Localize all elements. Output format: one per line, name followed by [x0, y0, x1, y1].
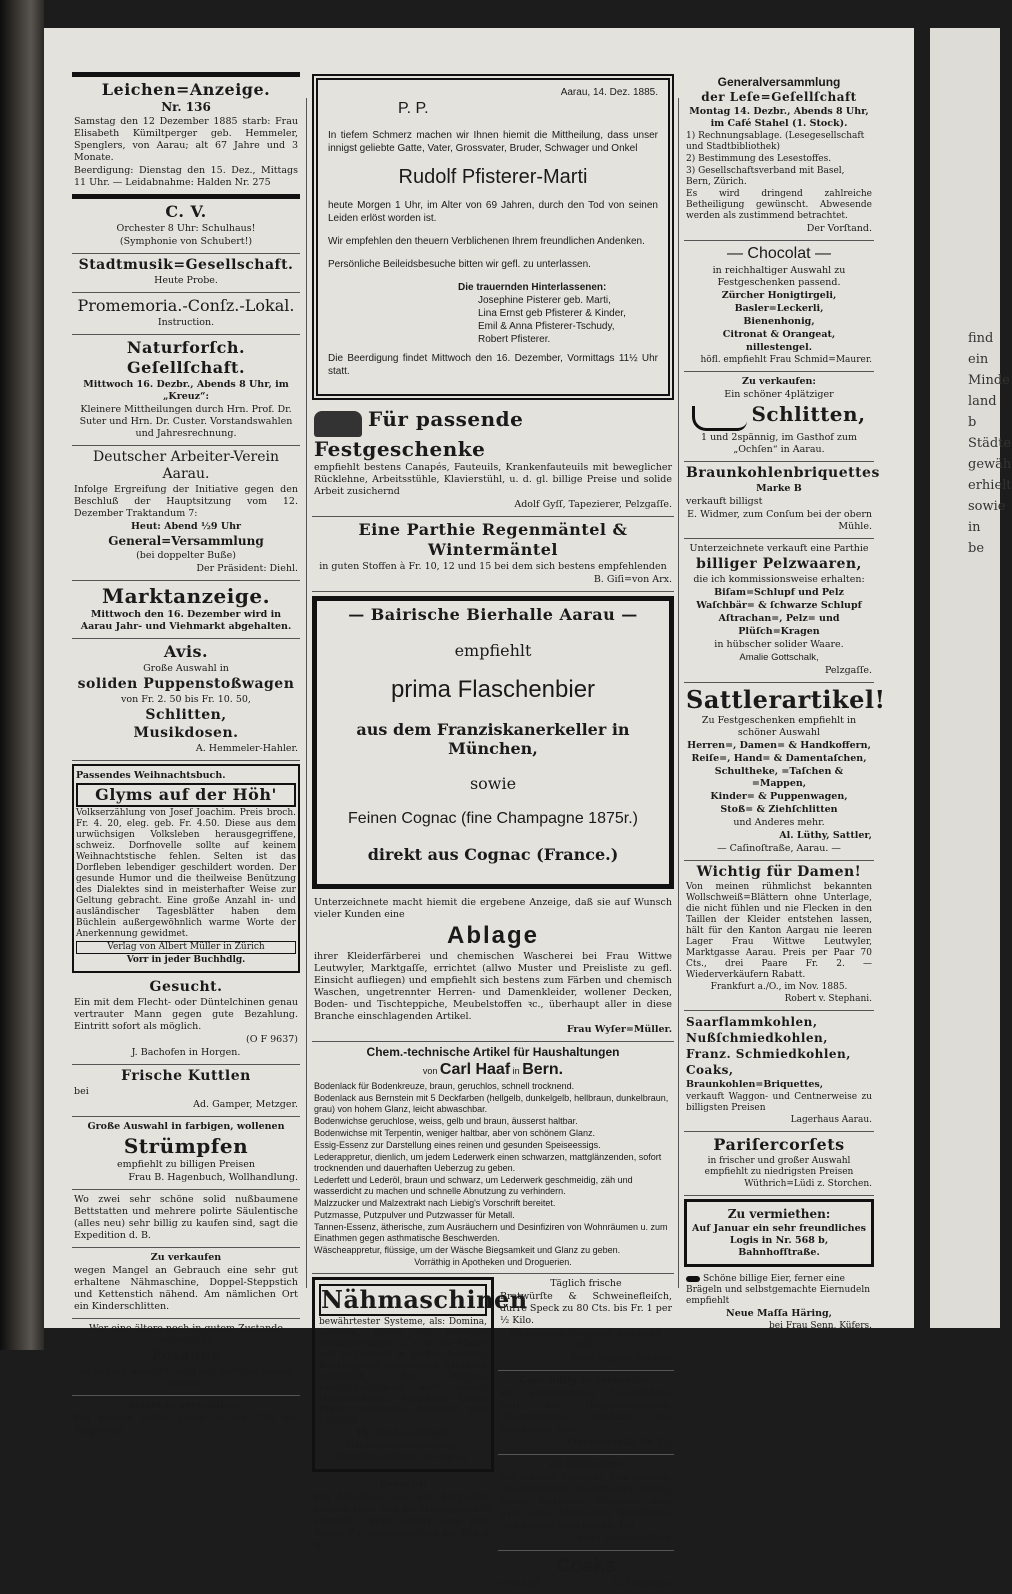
ad-line: sowie: [469, 773, 517, 793]
ad-item: Bienenhonig,: [743, 316, 815, 327]
product-line: Essig-Essenz zur Darstellung eines reinen und gesunden Speiseessigs.: [314, 1139, 601, 1150]
ad-body: Auf Januar ein sehr freundliches Logis in Nr. 568 b, Bahnhofſtraße.: [692, 1223, 866, 1258]
ad-title: Deutscher Arbeiter-Verein Aarau.: [92, 449, 280, 482]
ad-line: Verlag von Albert Müller in Zürich: [76, 941, 296, 954]
ad-line: verkauft: [500, 1577, 541, 1589]
ad-signature: bei Frau Senn, Küfers.: [769, 1321, 872, 1331]
ad-signature: B. Giſi=von Arx.: [593, 573, 672, 585]
ad-item: und Anderes mehr.: [733, 817, 825, 828]
ad-body: 1 und 2spännig, im Gasthof zum „Ochſen“ in Aarau.: [701, 432, 857, 455]
ad-kuttlen: [72, 1065, 300, 1117]
ad-regenmaentel: [312, 517, 674, 592]
ad-avis: [72, 639, 300, 761]
ad-line: General=Versammlung: [108, 534, 264, 548]
ad-item: Waſchbär= & ſchwarze Schlupf: [696, 600, 862, 611]
ad-item: Basler=Leckerli,: [734, 303, 824, 314]
ad-signature: Amalie Gottschalk,: [739, 652, 819, 663]
ad-festgeschenke: [312, 404, 674, 517]
ad-line: (O F 9637): [245, 1034, 298, 1045]
ad-title: Chem.-technische Artikel für Haushaltungen: [366, 1044, 620, 1059]
ad-item: 3) Gesellschaftsverband mit Basel, Bern, Zürich.: [686, 166, 845, 187]
ad-body: Ein kleines helles Logis; in Nr. 708 am Ziegelrain.: [74, 1413, 298, 1436]
ad-body: Unterzeichnete macht hiemit die ergebene Anzeige, daß sie auf Wunsch vieler Kunden eine: [314, 896, 672, 920]
ad-line: aus dem Franziskanerkeller in München,: [356, 719, 630, 758]
ad-logis: [72, 1396, 300, 1442]
ad-line: Ein schöner 4plätziger: [724, 389, 834, 400]
ad-item: Coaks,: [686, 1063, 734, 1077]
ad-signature: Adolf Gyſſ, Tapezierer, Pelzgaſſe.: [514, 498, 672, 510]
ad-item: Biſam=Schlupf und Pelz: [714, 587, 844, 598]
ad-line: direkt aus Cognac (France.): [367, 844, 619, 864]
ad-body: in reichhaltiger Auswahl zu Festgeschenken passend.: [712, 265, 846, 288]
ad-body: Zu Festgeschenken empfiehlt in schöner Auswahl: [701, 715, 857, 738]
ad-body: bewährtester Systeme, als: Domina, Gloriosa, Singer mit neuesten Verbesserungen u. s. w. für Hand- und Fußbetrieb in großer Auswahl. Bei eleganter Ausstattung, garantire schriftlich für höchste Leistungsfähigkeit aller meiner Nähmaschinen. Möglichst billige Preise zusichernd, empfiehlt sich höflichst: [319, 1316, 487, 1426]
ad-arbeiterverein: [72, 446, 300, 581]
ad-signature: Küttigerſtraße Nr. 23.: [566, 1436, 672, 1448]
ad-chocolat: [684, 241, 874, 372]
ad-line: Biberſteinerſtraße bei Aarau.: [336, 1452, 470, 1463]
ad-ablage: [312, 893, 674, 1042]
ad-body: zu kaufen wünscht, sagt der Verleger dieses Blattes.: [79, 1366, 293, 1389]
ad-line: soliden Puppenstoßwagen: [77, 676, 295, 692]
ad-line: Heute Probe.: [154, 275, 218, 286]
ad-body: die ich kommissionsweise erhalten:: [693, 574, 865, 585]
product-line: Bodenlack für Bodenkreuze, braun, geruchlos, schnell trocknend.: [314, 1080, 575, 1091]
ad-line: von Fr. 2. 50 bis Fr. 10. 50,: [121, 694, 251, 705]
ad-line: Lina Ernst geb Pfisterer & Kinder,: [478, 308, 626, 319]
ad-title: Nähmaschinen: [321, 1284, 528, 1314]
ad-signature: A. Hemmeler-Hahler.: [195, 743, 298, 754]
ad-title: Zu verkaufen: [150, 1252, 222, 1263]
ad-sattlerartikel: [684, 683, 886, 861]
ad-gesucht: [72, 976, 300, 1065]
ad-item: nillestengel.: [745, 342, 813, 353]
ad-item: in hübscher solider Waare.: [714, 639, 844, 650]
ad-item: Reiſe=, Hand= & Damentaſchen,: [691, 753, 867, 764]
ad-bettstatten: [72, 1190, 300, 1248]
ad-body: in guten Stoffen à Fr. 10, 12 und 15 bei dem sich bestens empfehlenden: [319, 560, 667, 572]
ad-line: Große Auswahl in farbigen, wollenen: [87, 1121, 285, 1132]
ad-body: Wir empfehlen den theuern Verblichenen Ihrem freundlichen Andenken.: [328, 236, 645, 247]
ad-item: Kinder= & Puppenwagen,: [710, 791, 848, 802]
ad-cv: [72, 199, 300, 254]
ad-markt: [72, 581, 300, 639]
ad-sekretaer: [498, 1455, 674, 1551]
ad-struempfe: [72, 1117, 300, 1190]
column-1: [72, 72, 300, 1436]
ad-body: ihrer Kleiderfärberei und chemischen Wascherei bei Frau Wittwe Leutwyler, Marktgaſſe, errichtet (allwo Muster und Preisliste zu gefl. Einsicht aufliegen) und empfiehlt sich bestens zum Färben und chemisch Waschen, ungetrennter Herren- und Damenkleider, wollener Decken, Boden- und Tischteppiche, Meubelstoffen ꝛc., überhaupt aller in diese Branche einschlagenden Artikel.: [314, 950, 672, 1022]
ad-body: verkauft Waggon- und Centnerweise zu billigsten Preisen: [686, 1092, 872, 1113]
column-3: [684, 72, 886, 1331]
ad-title: Generalversammlung: [717, 75, 841, 89]
ad-body: Die Beerdigung findet Mittwoch den 16. Dezember, Vormittags 11½ Uhr statt.: [328, 353, 658, 377]
ad-kohlen: [684, 1011, 874, 1132]
ad-signature: Der Präsident: Diehl.: [196, 563, 298, 574]
ad-obituary-pfisterer: [312, 74, 674, 400]
ad-line: Pelzgaſſe.: [824, 665, 872, 676]
ad-line: in: [512, 1065, 520, 1076]
ad-signature: höfl. empfiehlt Frau Schmid=Maurer.: [700, 355, 872, 365]
column-2-lower: [312, 1274, 674, 1594]
ad-line: Nr. 136: [161, 100, 211, 114]
ad-item: 1) Rechnungsablage. (Lesegesellschaft und Stadtbibliothek): [686, 131, 865, 152]
ad-body: Kleinere Mittheilungen durch Hrn. Prof. Dr. Suter und Hrn. Dr. Custer. Vorstandswahlen und Jahresrechnung.: [79, 404, 293, 439]
company-name: Carl Haaf: [439, 1060, 511, 1078]
ad-signature: Th. Bieber-Riggli,: [355, 1427, 451, 1439]
ad-title: Für passende Festgeschenke: [314, 407, 524, 461]
ad-body: Beerdigung: Dienstag den 15. Dez., Mittags 11 Uhr. — Leidabnahme: Halden Nr. 275: [74, 165, 298, 188]
ad-signature: Al. Lüthy, Sattler,: [779, 830, 872, 841]
ad-body: Ein außergültiges 1½schläfiges Bett mit Doppelmatratzen. Obermatratze Roßhaar, gut gearbeitet, neu.: [500, 1387, 672, 1435]
ad-body: Von meinen rühmlichst bekannten Wollschweiß=Blättern ohne Unterlage, die nicht fühlen und nie Flecken in den Taillen der Kleider entstehen lassen, hält für den Kanton Aargau nie leeren Lager Frau Wittwe Leutwyler, Marktgasse Aarau. Preis per Paar 70 Cts., drei Paare Fr. 2. — Wiederverkäufern Rabatt.: [686, 882, 872, 980]
ad-signature: Wüthrich=Lüdi z. Storchen.: [744, 1179, 872, 1189]
ad-line: (bei doppelter Buße): [136, 550, 236, 561]
pointing-hand-icon: [686, 1276, 700, 1282]
ad-signature: Frau B. Hagenbuch, Wollhandlung.: [128, 1172, 298, 1183]
ad-promemoria: [72, 293, 300, 335]
ad-title: — Chocolat —: [726, 245, 832, 262]
ad-title: Gesucht.: [149, 979, 223, 995]
ad-item: Aſtrachan=, Pelz= und: [718, 613, 840, 624]
column-2-lower-right: [498, 1274, 674, 1594]
ad-line: Die trauernden Hinterlassenen:: [458, 282, 607, 293]
ad-body: wegen Mangel an Gebrauch eine sehr gut erhaltene Nähmaschine, Doppel-Steppstich und Kettenstich nähend. Am nämlichen Ort ein Kinderschlitten.: [74, 1265, 298, 1312]
ad-leichen: [72, 72, 300, 199]
ad-title: Naturforſch. Geſellſchaft.: [126, 338, 246, 377]
ad-line: bei: [74, 1086, 89, 1097]
ad-eier: [684, 1270, 874, 1337]
ad-signature: Ad. Gamper, Metzger.: [193, 1099, 298, 1110]
ad-title: Promemoria.-Conſz.-Lokal.: [77, 296, 295, 315]
ad-title: Frische Kuttlen: [121, 1068, 251, 1084]
ad-line: Vorräthig in Apotheken und Droguerien.: [414, 1256, 572, 1267]
ad-title: Stadtmusik=Gesellschaft.: [78, 257, 294, 273]
ad-title: der Leſe=Geſellſchaft: [701, 90, 857, 104]
ad-line: von: [422, 1065, 438, 1076]
ad-signature: Frau Wyſer=Müller.: [566, 1023, 672, 1035]
ad-posaune: [72, 1319, 300, 1396]
ad-title: Sattlerartikel!: [686, 685, 886, 714]
newspaper-page: [44, 28, 914, 1589]
ad-signature: Der Vorſtand.: [806, 223, 872, 234]
ad-line: Marke B: [756, 483, 802, 494]
product-line: Tannen-Essenz, ätherische, zum Ausräuchern und Desinfiziren von Wohnräumen u. zum Einathmen gegen asthmatische Beschwerden.: [314, 1221, 668, 1243]
ad-line: Passendes Weihnachtsbuch.: [76, 770, 226, 781]
ad-title: Sofort zu vermiethen:: [128, 1400, 244, 1411]
ad-line: empfiehlt zu billigen Preisen: [116, 1159, 256, 1170]
ad-item: Stoß= & Ziehſchlitten: [720, 804, 838, 815]
ad-line: Musikdosen.: [133, 725, 239, 741]
ad-line: Montag 14. Dezbr., Abends 8 Uhr, im Café Stahel (1. Stock).: [689, 106, 869, 129]
ad-body: Ein schöner Sekretär, Schreibtisch, Confortischen, Nachttischli, Sessel, ältere Bettladen, Schlitten, eine ganz neue Malmwieſs Bratpfanne und andere Backbleche, bei: [500, 1471, 672, 1531]
ad-line: empfiehlt: [454, 640, 532, 660]
ad-line: Orchester 8 Uhr: Schulhaus!: [116, 223, 256, 234]
product-line: Malzzucker und Malzextrakt nach Liebig's Vorschrift bereitet.: [314, 1197, 556, 1208]
ad-generalversammlung: [684, 72, 874, 241]
ad-title: Coaks: [555, 1554, 617, 1577]
product-line: Lederappretur, dienlich, um jedem Lederwerk einen schwarzen, mattglänzenden, sofort trocknenden und dauerhaften Ueberzug zu geben.: [314, 1151, 662, 1173]
ad-body: in frischer und großer Auswahl empfiehlt zu niedrigsten Preisen: [704, 1156, 854, 1177]
deceased-name: Rudolf Pfisterer-Marti: [398, 166, 588, 188]
ad-title: Braunkohlenbriquettes: [686, 465, 880, 481]
column-rule: [678, 98, 679, 1288]
ad-title: Ablage: [446, 921, 539, 949]
ad-signature: Lagerhaus Aarau.: [790, 1115, 872, 1125]
sofa-illustration: [314, 411, 362, 437]
ad-line: (Symphonie von Schubert!): [119, 236, 253, 247]
ad-headline: Feinen Cognac (fine Champagne 1875r.): [348, 809, 638, 827]
ad-naturforsch: [72, 335, 300, 446]
product-line: Lederfett und Lederöl, braun und schwarz, um Lederwerk geschmeidig, zäh und wasserdicht zu machen und schnelle Abnutzung zu verhindern.: [314, 1174, 633, 1196]
product-line: Bodenlack aus Bernstein mit 5 Deckfarben (hellgelb, dunkelgelb, hellbraun, dunkelbraun, grau) von hohem Glanz, leicht abwaschbar.: [314, 1092, 669, 1114]
ad-item: Nußſchmiedkohlen,: [686, 1031, 828, 1045]
ad-body: Es wird dringend zahlreiche Betheiligung gewünscht. Abwesende werden als zustimmend betrachtet.: [686, 189, 872, 221]
ad-line: Zu gütigem Zuspruch empfiehlt sich: [509, 1327, 663, 1351]
ad-title: Pariſercorſets: [713, 1135, 845, 1154]
ad-signature: J. Bachofen in Horgen.: [131, 1047, 241, 1058]
ad-line: Frankfurt a./O., im Nov. 1885.: [710, 982, 848, 992]
ad-glyms: [72, 764, 300, 973]
product-line: Wäscheappretur, flüssige, um der Wäsche Biegsamkeit und Glanz zu geben.: [314, 1244, 621, 1255]
ad-signature: E. Widmer, zum Conſum bei der obern Mühle.: [687, 509, 872, 532]
ad-body: Persönliche Beileidsbesuche bitten wir gefl. zu unterlassen.: [328, 259, 591, 270]
ad-line: Robert Pfisterer.: [478, 334, 551, 345]
ad-line: Schlitten,: [145, 707, 227, 723]
ad-title: billiger Pelzwaaren,: [696, 556, 862, 572]
ad-line: Große Auswahl in: [143, 663, 229, 674]
ad-coaks: [498, 1551, 674, 1594]
ad-body: Wo zwei sehr schöne solid nußbaumene Bettstatten und mehrere polirte Säulentische (alles neu) sehr billig zu kaufen sind, sagt die Expedition d. B.: [74, 1194, 298, 1241]
product-line: Putzmasse, Putzpulver und Putzwasser für Metall.: [314, 1209, 515, 1220]
ad-body: In tiefem Schmerz machen wir Ihnen hiemit die Mittheilung, dass unser innigst geliebte Gatte, Vater, Grossvater, Bruder, Schwager und Onkel: [328, 130, 658, 154]
ad-item: 2) Bestimmung des Lesestoffes.: [686, 154, 832, 164]
ad-item: Franz. Schmiedkohlen,: [686, 1047, 851, 1061]
ad-line: Vorr in jeder Buchhdlg.: [126, 955, 246, 965]
ad-body: Samstag den 12 Dezember 1885 starb: Frau Elisabeth Kümiltperger geb. Hemmeler, Spenglers, von Aarau; alt 67 Jahre und 3 Monate.: [74, 116, 298, 163]
ad-corsets: [684, 1132, 874, 1196]
ad-line: Emil & Anna Pfisterer-Tschudy,: [478, 321, 615, 332]
product-line: Bodenwichse mit Terpentin, weniger haltbar, aber von schönem Glanz.: [314, 1127, 595, 1138]
ad-line: Instruction.: [157, 317, 215, 328]
column-2: [312, 72, 674, 1589]
ad-title: Eine Parthie Regenmäntel & Wintermäntel: [358, 519, 628, 559]
ad-naehmaschinen: [312, 1277, 528, 1472]
ad-title: P. P.: [398, 100, 429, 117]
ad-body: verkauft billigst: [686, 496, 763, 507]
ad-item: Schultheke, =Taſchen & =Mappen,: [714, 766, 844, 789]
ad-item: Herren=, Damen= & Handkoffern,: [687, 740, 871, 751]
ad-carl-haaf: [312, 1042, 674, 1274]
ad-briquettes: [684, 462, 880, 539]
ad-line: Unterzeichnete verkauft eine Parthie: [689, 543, 869, 554]
ad-body: Volkserzählung von Josef Joachim. Preis broch. Fr. 4. 20, eleg. geb. Fr. 4.50. Diese aus dem urwüchsigen Volksleben herausgegriffene, schweiz. Dorfnovelle sollte auf keinem Weihnachtstische fehlen. Selten ist das Dorfleben lebendiger geschildert worden. Der gesunde Humor und die theilweise Benützung des Dialektes sind in meisterhafter Weise zur Geltung gebracht. Eine große Anzahl in- und ausländischer Tagesblätter haben dem Büchlein außergewöhnlich warme Worte der Anerkennung gewidmet.: [76, 808, 296, 939]
ad-naehmaschine-verkauf: [72, 1248, 300, 1319]
ad-body: Schöne billige Eier, ferner eine Brägeln und selbstgemachte Eiernudeln empfiehlt: [686, 1274, 870, 1306]
ad-signature: G. Treßzger.: [612, 1577, 672, 1589]
book-spine: [0, 0, 44, 1350]
ad-pelzwaaren: [684, 539, 874, 683]
ad-title: Zu verkaufen:: [742, 376, 816, 387]
ad-title: Ganz billig zu verkaufen:: [519, 1374, 653, 1386]
ad-bratwurst: [498, 1274, 674, 1371]
adjacent-page-edge: [930, 28, 1012, 1328]
ad-stadtmusik: [72, 254, 300, 293]
ad-headline: prima Flaschenbier: [390, 675, 596, 703]
ad-signature: Frau Andres Bircher.: [570, 1352, 672, 1364]
ad-signature: Robert v. Stephani.: [784, 994, 872, 1004]
ad-line: Josephine Pisterer geb. Marti,: [478, 295, 611, 306]
ad-title: Wichtig für Damen!: [696, 864, 862, 880]
ad-headline: Schlitten,: [751, 402, 866, 426]
ad-title: Zu vermiethen:: [727, 1207, 831, 1221]
ad-body: Mittwoch den 16. Dezember wird in Aarau Jahr- und Viehmarkt abgehalten.: [80, 609, 292, 632]
ad-title: Posaune: [151, 1348, 221, 1364]
ad-title: C. V.: [165, 202, 207, 221]
column-rule: [306, 98, 307, 1288]
ad-title: Leichen=Anzeige.: [101, 80, 271, 99]
ad-bett: [498, 1371, 674, 1455]
ad-headline: Neue Maſſa Häring,: [726, 1308, 832, 1319]
ad-title: Glyms auf der Höh': [76, 783, 296, 807]
product-line: Bodenwichse geruchlose, weiss, gelb und braun, äusserst haltbar.: [314, 1115, 578, 1126]
ad-title: — Bairische Bierhalle Aarau —: [348, 604, 638, 624]
ad-title: Strümpfen: [123, 1134, 249, 1158]
ad-damen: [684, 861, 874, 1011]
ad-title: Marktanzeige.: [101, 584, 271, 608]
company-city: Bern.: [522, 1060, 564, 1078]
ad-line: Täglich frische: [550, 1277, 622, 1289]
ad-item: Zürcher Honigtirgeli,: [721, 290, 837, 301]
ad-body: Ein mit dem Flecht- oder Düntelchinen genau vertrauter Mann gegen gute Bezahlung. Eintritt sofort als möglich.: [74, 997, 298, 1032]
ad-body: Ein Mädchen, das gut bürgerlich kochen kann und die Hausgeschäfte versteht, findet sofort eine gute Stelle. Zu vernehmen bei der Erp d. Bl.: [314, 1491, 492, 1551]
ad-body: empfiehlt bestens Canapés, Fauteuils, Krankenfauteuils mit beweglicher Rücklehne, Arbeitsstühle, Klavierstühl, u. d. gl. billige Preise und solide Arbeit zusichernd: [314, 461, 672, 497]
ad-line: Mittwoch 16. Dezbr., Abends 8 Uhr, im „Kreuz“:: [83, 379, 289, 402]
ad-gesucht-maedchen: [312, 1475, 494, 1557]
ad-title: Zu verkaufen:: [549, 1458, 623, 1470]
ad-bierhalle: [312, 596, 674, 889]
ad-line: Nähmaschinenhandlung.: [345, 1440, 460, 1451]
ad-date: Aarau, 14. Dez. 1885.: [560, 87, 658, 98]
ad-body: heute Morgen 1 Uhr, im Alter von 69 Jahren, durch den Tod von seinen Leiden erlöst worden ist.: [328, 200, 658, 224]
ad-line: — Caſinoſtraße, Aarau. —: [717, 843, 841, 854]
adjacent-page-text: find ein Minde land b Städte gewäh erhielt sowie in be: [968, 331, 1012, 556]
ad-line: Heut: Abend ½9 Uhr: [130, 521, 242, 532]
ad-schlitten: [684, 372, 874, 462]
ad-title: Avis.: [163, 642, 209, 661]
ad-body: Bratwürſte & Schweinefleiſch, durre Speck zu 80 Cts. bis Fr. 1 per ½ Kilo.: [500, 1290, 672, 1326]
sleigh-illustration: [692, 406, 747, 431]
ad-body: Infolge Ergreifung der Initiative gegen den Beschluß der Hauptsitzung vom 12. Dezember Traktandum 7:: [74, 484, 298, 519]
ad-item: Citronat & Orangeat,: [722, 329, 836, 340]
ad-item: Plüſch=Kragen: [738, 626, 820, 637]
ad-item: Braunkohlen=Briquettes,: [686, 1079, 824, 1090]
ad-line: Wer eine ältere noch in gutem Zustande befindliche: [89, 1323, 283, 1346]
ad-title: Gesucht:: [379, 1478, 427, 1490]
ad-signature: Frau Steiner=Dürr.: [578, 1532, 672, 1544]
ad-vermieten: [684, 1199, 874, 1267]
ad-item: Saarflammkohlen,: [686, 1015, 818, 1029]
